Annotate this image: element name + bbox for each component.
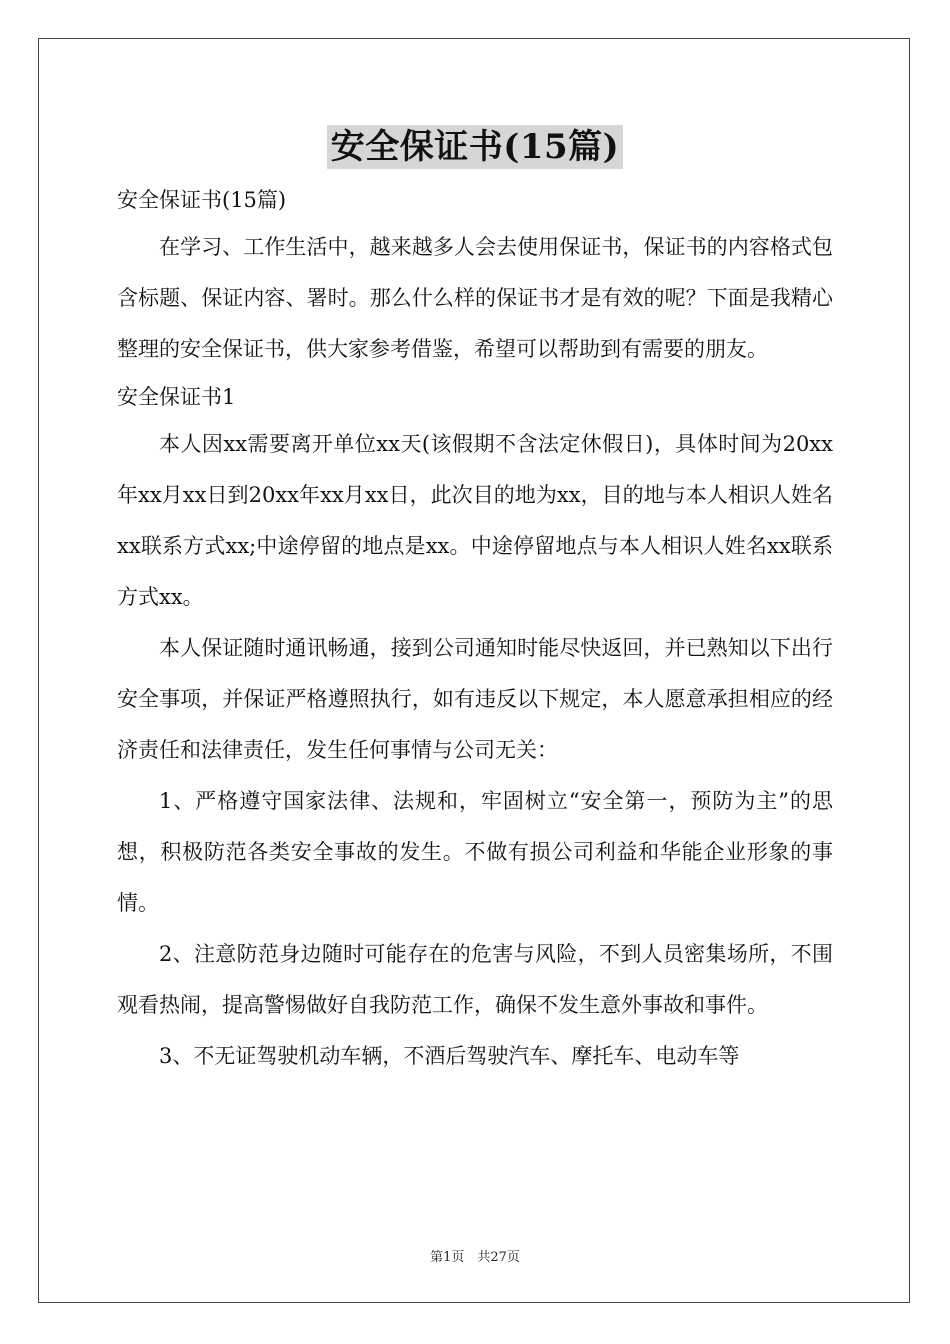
section-heading: 安全保证书1 <box>117 385 236 409</box>
body-paragraph: 本人保证随时通讯畅通，接到公司通知时能尽快返回，并已熟知以下出行安全事项，并保证严格遵照执行，如有违反以下规定，本人愿意承担相应的经济责任和法律责任，发生任何事情与公司无关： <box>117 636 833 762</box>
document-title: 安全保证书(15篇) <box>327 125 624 169</box>
body-paragraph: 本人因xx需要离开单位xx天(该假期不含法定休假日)，具体时间为20xx年xx月xx日到20xx年xx月xx日，此次目的地为xx，目的地与本人相识人姓名xx联系方式xx;中途停留的地点是xx。中途停留地点与本人相识人姓名xx联系方式xx。 <box>117 432 833 609</box>
document-body <box>117 178 833 1082</box>
list-item: 3、不无证驾驶机动车辆，不酒后驾驶汽车、摩托车、电动车等 <box>159 1044 740 1068</box>
document-subtitle: 安全保证书(15篇) <box>117 188 287 212</box>
title-block <box>0 125 950 169</box>
list-item: 2、注意防范身边随时可能存在的危害与风险，不到人员密集场所，不围观看热闹，提高警惕做好自我防范工作，确保不发生意外事故和事件。 <box>117 942 833 1017</box>
intro-paragraph: 在学习、工作生活中，越来越多人会去使用保证书，保证书的内容格式包含标题、保证内容、署时。那么什么样的保证书才是有效的呢？下面是我精心整理的安全保证书，供大家参考借鉴，希望可以帮助到有需要的朋友。 <box>117 235 833 361</box>
page-number: 第1页 共27页 <box>430 1250 520 1265</box>
list-item: 1、严格遵守国家法律、法规和，牢固树立“安全第一，预防为主”的思想，积极防范各类安全事故的发生。不做有损公司利益和华能企业形象的事情。 <box>117 789 833 915</box>
